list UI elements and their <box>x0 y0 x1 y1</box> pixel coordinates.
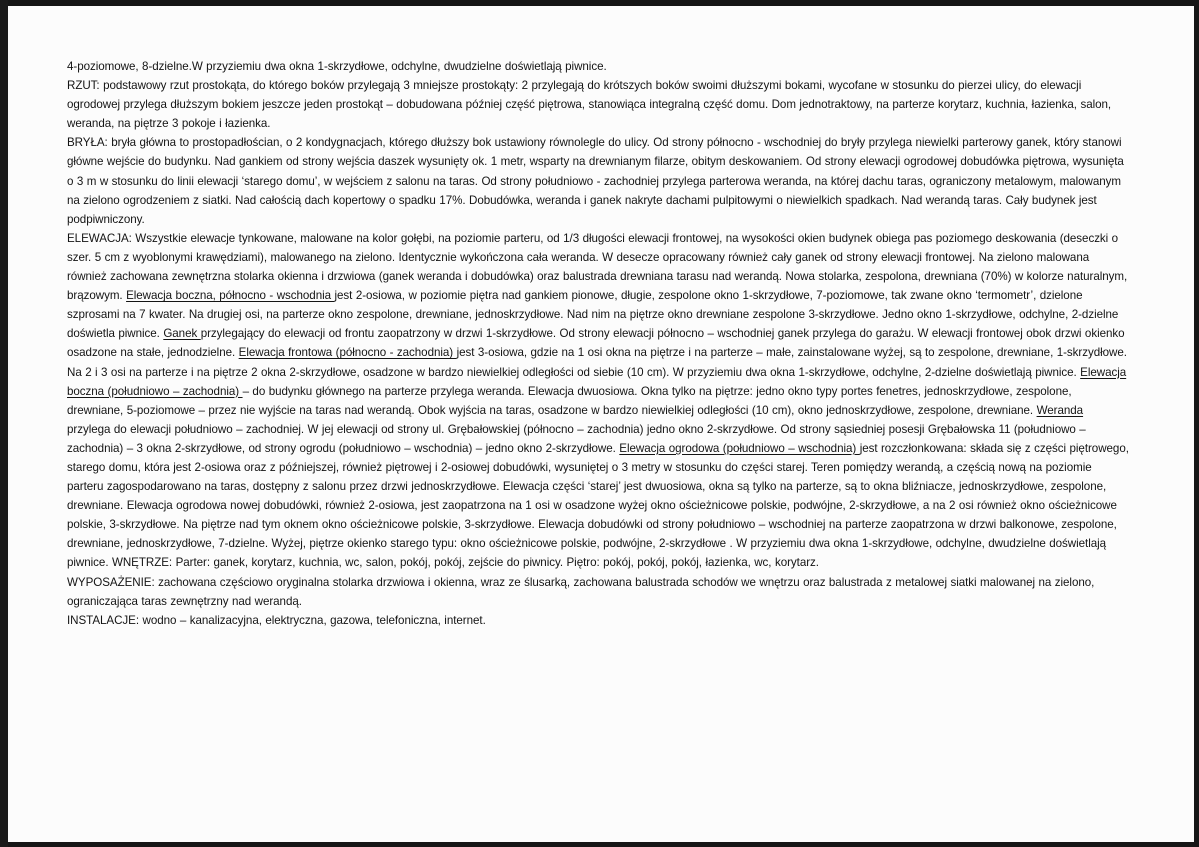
text-segment: jest rozczłonkowana: składa się z części piętrowego, starego domu, która jest 2-osiowa oraz z późniejszej, również piętrowej i 2-osiowej dobudówki, wysuniętej o 3 metry w stosunku do części starej. Teren pomiędzy werandą, a częścią nową na poziomie parteru zagospodarowano na taras, dostępny z salonu przez drzwi jednoskrzydłowe. Elewacja części ‘starej’ jest dwuosiowa, okna są tylko na parterze, są to okna bliźniacze, jednoskrzydłowe, zespolone, drewniane. Elewacja ogrodowa nowej dobudówki, również 2-osiowa, jest zaopatrzona na 1 osi w osadzone wyżej okno ościeżnicowe polskie, podwójne, 2-skrzydłowe, a na 2 osi również okno ościeżnicowe polskie, 3-skrzydłowe. Na piętrze nad tym oknem okno ościeżnicowe polskie, 3-skrzydłowe. Elewacja dobudówki od strony południowo – wschodniej na parterze zaopatrzona w drzwi balkonowe, zespolone, drewniane, jednoskrzydłowe, 7-dzielne. Wyżej, piętrze okienko starego typu: okno ościeżnicowe polskie, podwójne, 2-skrzydłowe . W przyziemiu dwa okna 1-skrzydłowe, odchylne, dwudzielne doświetlają piwnice. WNĘTRZE: Parter: ganek, korytarz, kuchnia, wc, salon, pokój, pokój, zejście do piwnicy. Piętro: pokój, pokój, pokój, łazienka, wc, korytarz. <box>67 441 1129 570</box>
underlined-heading-ganek: Ganek <box>163 327 201 341</box>
paragraph-instalacje <box>67 611 1129 630</box>
text-segment: RZUT: podstawowy rzut prostokąta, do którego boków przylegają 3 mniejsze prostokąty: 2 przylegają do krótszych boków swoimi dłuższymi bokami, wycofane w stosunku do pierzei ulicy, do elewacji ogrodowej przylega dłuższym bokiem jeszcze jeden prostokąt – dobudowana później część piętrowa, stanowiąca integralną część domu. Dom jednotraktowy, na parterze korytarz, kuchnia, łazienka, salon, weranda, na piętrze 3 pokoje i łazienka. <box>67 79 1112 131</box>
paragraph-elewacja <box>67 229 1129 573</box>
underlined-heading-elewacja-ogrodowa: Elewacja ogrodowa (południowo – wschodnia) <box>619 441 860 455</box>
text-segment: WYPOSAŻENIE: zachowana częściowo oryginalna stolarka drzwiowa i okienna, wraz ze ślusarką, zachowana balustrada schodów we wnętrzu oraz balustrada z metalowej siatki malowanej na zielono, ograniczająca taras zewnętrzny nad werandą. <box>67 575 1095 608</box>
document-body <box>67 57 1129 630</box>
paragraph-bryla <box>67 133 1129 228</box>
text-segment: BRYŁA: bryła główna to prostopadłościan, o 2 kondygnacjach, którego dłuższy bok ustawiony równolegle do ulicy. Od strony północno - wschodniej do bryły przylega niewielki parterowy ganek, który stanowi główne wejście do budynku. Nad gankiem od strony wejścia daszek wysunięty ok. 1 metr, wsparty na drewnianym filarze, obitym deskowaniem. Od strony elewacji ogrodowej dobudówka piętrowa, wysunięta o 3 m w stosunku do linii elewacji ‘starego domu’, w wejściem z salonu na taras. Od strony południowo - zachodniej przylega parterowa weranda, na której dachu taras, ograniczony metalowym, malowanym na zielono ogrodzeniem z siatki. Nad całością dach kopertowy o spadku 17%. Dobudówka, weranda i ganek nakryte dachami pulpitowymi o niewielkich spadkach. Nad werandą taras. Cały budynek jest podpiwniczony. <box>67 136 1124 226</box>
underlined-heading-elewacja-boczna-pn-wsch: Elewacja boczna, północno - wschodnia <box>126 289 335 303</box>
text-segment: ELEWACJA: Wszystkie elewacje tynkowane, malowane na kolor gołębi, na poziomie parteru, od 1/3 długości elewacji frontowej, na wysokości okien budynek obiega pas poziomego deskowania (deseczki o szer. 5 cm z wyoblonymi krawędziami), malowanego na zielono. Identycznie wykończona cała weranda. W desecze opracowany również cały ganek od strony elewacji frontowej. Na zielono malowana również zachowana zewnętrzna stolarka okienna i drzwiowa (ganek weranda i dobudówka) oraz balustrada drewniana tarasu nad werandą. Nowa stolarka, zespolona, drewniana (70%) w kolorze naturalnym, brązowym. <box>67 231 1128 303</box>
paragraph-rzut <box>67 76 1129 133</box>
scan-border <box>0 0 8 847</box>
underlined-heading-elewacja-boczna-pd-zach: Elewacja boczna (południowo – zachodnia) <box>67 365 1127 398</box>
underlined-heading-elewacja-frontowa: Elewacja frontowa (północno - zachodnia) <box>238 346 457 360</box>
text-segment: jest 2-osiowa, w poziomie piętra nad gankiem pionowe, długie, zespolone okno 1-skrzydłowe, 7-poziomowe, tak zwane okno ‘termometr’, dzielone szprosami na 7 kwater. Na drugiej osi, na parterze okno zespolone, drewniane, jednoskrzydłowe. Nad nim na piętrze okno drewniane zespolone 3-skrzydłowe. Jedno okno 1-skrzydłowe, odchylne, 2-dzielne doświetla piwnice. <box>67 289 1119 341</box>
text-segment: – do budynku głównego na parterze przylega weranda. Elewacja dwuosiowa. Okna tylko na piętrze: jedno okno typy portes fenetres, jednoskrzydłowe, zespolone, drewniane, 5-poziomowe – przez nie wyjście na taras nad werandą. Obok wyjścia na taras, osadzone w bardzo niewielkiej odległości (10 cm), okno jednoskrzydłowe, zespolone, drewniane. <box>67 384 1072 417</box>
paragraph-wyposazenie <box>67 573 1129 611</box>
text-segment: INSTALACJE: wodno – kanalizacyjna, elektryczna, gazowa, telefoniczna, internet. <box>67 613 486 627</box>
text-segment: 4-poziomowe, 8-dzielne.W przyziemiu dwa okna 1-skrzydłowe, odchylne, dwudzielne doświetlają piwnice. <box>67 60 607 73</box>
text-segment: przylegający do elewacji od frontu zaopatrzony w drzwi 1-skrzydłowe. Od strony elewacji północno – wschodniej ganek przylega do garażu. W elewacji frontowej obok drzwi okienko osadzone na stałe, jednodzielne. <box>67 327 1125 360</box>
paragraph-windows-intro <box>67 57 1129 76</box>
text-segment: jest 3-osiowa, gdzie na 1 osi okna na piętrze i na parterze – małe, zainstalowane wyżej, są to zespolone, drewniane, 1-skrzydłowe. Na 2 i 3 osi na parterze i na piętrze 2 okna 2-skrzydłowe, osadzone w bardzo niewielkiej odległości od siebie (10 cm). W przyziemiu dwa okna 1-skrzydłowe, odchylne, 2-dzielne doświetlają piwnice. <box>67 346 1127 379</box>
underlined-heading-weranda: Weranda <box>1036 403 1084 417</box>
text-segment: przylega do elewacji południowo – zachodniej. W jej elewacji od strony ul. Grębałowskiej (północno – zachodnia) jedno okno 2-skrzydłowe. Od strony sąsiedniej posesji Grębałowska 11 (południowo – zachodnia) – 3 okna 2-skrzydłowe, od strony ogrodu (południowo – wschodnia) – jedno okno 2-skrzydłowe. <box>67 422 1086 455</box>
